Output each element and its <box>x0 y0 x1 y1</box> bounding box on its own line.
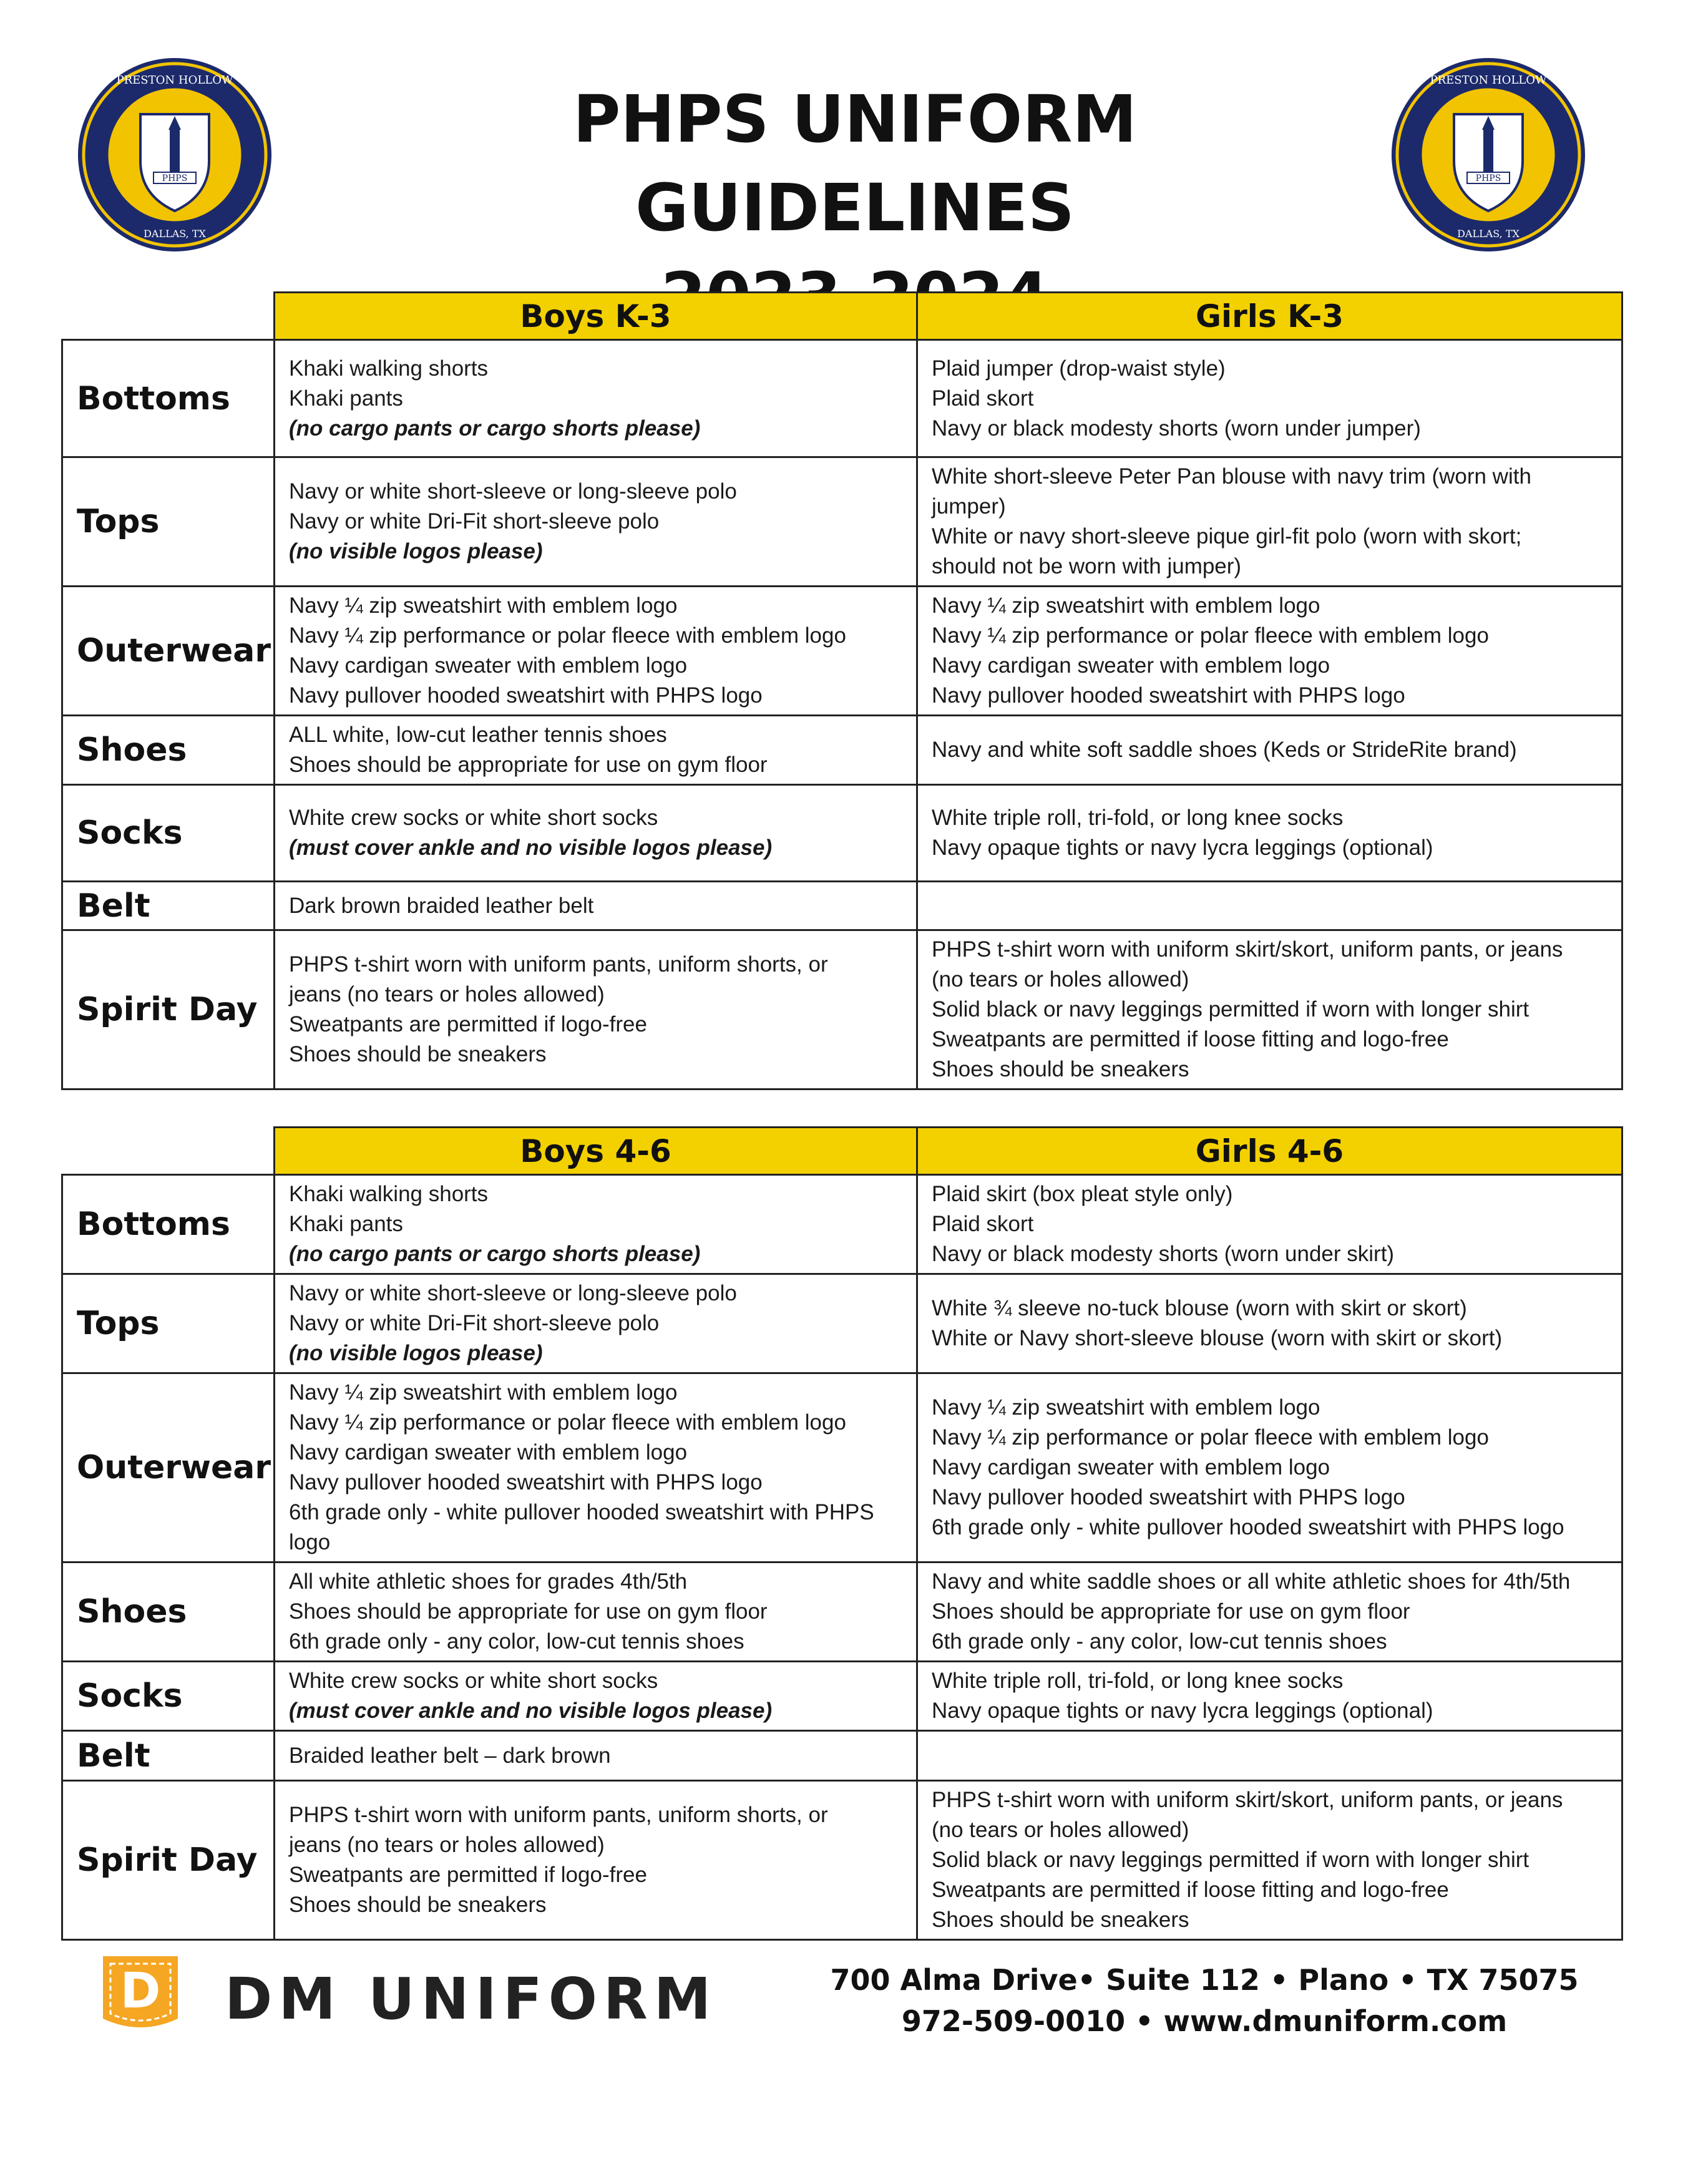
table-row <box>62 1662 1622 1731</box>
cell-line: Navy ¼ zip performance or polar fleece with emblem logo <box>289 623 846 648</box>
row-label: Socks <box>62 785 275 882</box>
boys-cell <box>275 457 917 587</box>
cell-line: (no tears or holes allowed) <box>932 967 1189 992</box>
table-row <box>62 587 1622 716</box>
boys-cell <box>275 1731 917 1781</box>
row-label: Belt <box>62 882 275 930</box>
cell-line: (no visible logos please) <box>289 539 543 563</box>
boys-cell <box>275 1781 917 1940</box>
cell-line: Navy pullover hooded sweatshirt with PHPS logo <box>932 683 1405 708</box>
cell-line: PHPS t-shirt worn with uniform skirt/skort, uniform pants, or jeans <box>932 1788 1563 1812</box>
boys-cell <box>275 882 917 930</box>
address-line-1: 700 Alma Drive• Suite 112 • Plano • TX 75075 <box>830 1963 1579 1997</box>
girls-cell <box>917 882 1622 930</box>
cell-line: Khaki pants <box>289 386 403 411</box>
cell-line: Navy ¼ zip sweatshirt with emblem logo <box>932 1395 1320 1420</box>
cell-line: (no cargo pants or cargo shorts please) <box>289 1242 701 1266</box>
cell-line: Navy ¼ zip performance or polar fleece with emblem logo <box>932 623 1489 648</box>
girls-cell <box>917 930 1622 1090</box>
cell-line: Shoes should be appropriate for use on gym floor <box>289 1599 768 1624</box>
cell-line: All white athletic shoes for grades 4th/5th <box>289 1569 688 1594</box>
cell-line: 6th grade only - any color, low-cut tennis shoes <box>289 1629 744 1654</box>
cell-line: PHPS t-shirt worn with uniform pants, uniform shorts, or <box>289 952 828 977</box>
cell-line: logo <box>289 1530 331 1554</box>
cell-line: White ¾ sleeve no-tuck blouse (worn with skirt or skort) <box>932 1296 1467 1320</box>
cell-line: White or Navy short-sleeve blouse (worn with skirt or skort) <box>932 1326 1503 1350</box>
row-label: Shoes <box>62 1562 275 1662</box>
uniform-table-k3 <box>61 291 1623 1090</box>
cell-line: ALL white, low-cut leather tennis shoes <box>289 723 667 747</box>
cell-line: Solid black or navy leggings permitted if worn with longer shirt <box>932 1848 1529 1872</box>
cell-line: White crew socks or white short socks <box>289 1669 658 1693</box>
title-line-1: PHPS UNIFORM GUIDELINES <box>573 81 1137 246</box>
col-header-girls: Girls K-3 <box>917 293 1622 340</box>
cell-line: White triple roll, tri-fold, or long knee socks <box>932 806 1344 830</box>
boys-cell <box>275 1562 917 1662</box>
girls-cell <box>917 1562 1622 1662</box>
cell-line: Navy pullover hooded sweatshirt with PHPS logo <box>289 683 763 708</box>
cell-line: Navy cardigan sweater with emblem logo <box>932 1455 1330 1480</box>
cell-line: Shoes should be sneakers <box>932 1908 1189 1932</box>
boys-cell <box>275 1274 917 1373</box>
girls-cell <box>917 457 1622 587</box>
row-label: Spirit Day <box>62 1781 275 1940</box>
table-row <box>62 1731 1622 1781</box>
cell-line: Plaid skort <box>932 386 1034 411</box>
cell-line: Sweatpants are permitted if logo-free <box>289 1863 647 1887</box>
table-row <box>62 882 1622 930</box>
boys-cell <box>275 930 917 1090</box>
boys-cell <box>275 340 917 457</box>
table-row <box>62 1274 1622 1373</box>
cell-line: Dark brown braided leather belt <box>289 893 594 918</box>
girls-cell <box>917 1781 1622 1940</box>
school-seal-logo <box>75 55 275 255</box>
school-seal-logo <box>1388 55 1588 255</box>
cell-line: Navy cardigan sweater with emblem logo <box>289 1440 688 1465</box>
row-label: Outerwear <box>62 587 275 716</box>
brand-name: DM UNIFORM <box>225 1966 718 2032</box>
cell-line: Shoes should be appropriate for use on gym floor <box>289 753 768 777</box>
table-row <box>62 457 1622 587</box>
cell-line: Navy cardigan sweater with emblem logo <box>289 653 688 678</box>
address-line-2: 972-509-0010 • www.dmuniform.com <box>901 2004 1508 2038</box>
boys-cell <box>275 1175 917 1274</box>
cell-line: Solid black or navy leggings permitted if worn with longer shirt <box>932 997 1529 1021</box>
col-header-boys: Boys 4-6 <box>275 1128 917 1175</box>
cell-line: Sweatpants are permitted if loose fitting and logo-free <box>932 1878 1449 1902</box>
cell-line: White short-sleeve Peter Pan blouse with navy trim (worn with <box>932 464 1531 489</box>
row-label: Tops <box>62 1274 275 1373</box>
row-label: Shoes <box>62 716 275 785</box>
table-row <box>62 785 1622 882</box>
cell-line: PHPS t-shirt worn with uniform pants, uniform shorts, or <box>289 1803 828 1827</box>
cell-line: Khaki pants <box>289 1212 403 1236</box>
cell-line: Navy or black modesty shorts (worn under skirt) <box>932 1242 1395 1266</box>
col-header-girls: Girls 4-6 <box>917 1128 1622 1175</box>
table-row <box>62 930 1622 1090</box>
cell-line: Navy opaque tights or navy lycra leggings (optional) <box>932 836 1433 860</box>
cell-line: Navy opaque tights or navy lycra leggings (optional) <box>932 1699 1433 1723</box>
table-body <box>62 340 1622 1090</box>
cell-line: Navy or white Dri-Fit short-sleeve polo <box>289 1311 660 1335</box>
svg-text:PHPS: PHPS <box>1475 173 1501 183</box>
cell-line: 6th grade only - white pullover hooded sweatshirt with PHPS <box>289 1500 874 1524</box>
corner-blank <box>62 293 275 340</box>
boys-cell <box>275 1373 917 1562</box>
row-label: Outerwear <box>62 1373 275 1562</box>
cell-line: Navy ¼ zip sweatshirt with emblem logo <box>932 593 1320 618</box>
boys-cell <box>275 587 917 716</box>
boys-cell <box>275 716 917 785</box>
cell-line: (no tears or holes allowed) <box>932 1818 1189 1842</box>
table-row <box>62 1562 1622 1662</box>
cell-line: Plaid skirt (box pleat style only) <box>932 1182 1233 1206</box>
boys-cell <box>275 1662 917 1731</box>
cell-line: PHPS t-shirt worn with uniform skirt/skort, uniform pants, or jeans <box>932 937 1563 962</box>
col-header-boys: Boys K-3 <box>275 293 917 340</box>
svg-text:DALLAS, TX: DALLAS, TX <box>144 228 206 240</box>
girls-cell <box>917 587 1622 716</box>
cell-line: (no visible logos please) <box>289 1341 543 1365</box>
cell-line: Navy ¼ zip performance or polar fleece with emblem logo <box>289 1410 846 1435</box>
girls-cell <box>917 1373 1622 1562</box>
girls-cell <box>917 716 1622 785</box>
girls-cell <box>917 1274 1622 1373</box>
cell-line: Navy or white short-sleeve or long-sleeve polo <box>289 1281 737 1305</box>
girls-cell <box>917 1175 1622 1274</box>
svg-text:PRESTON HOLLOW: PRESTON HOLLOW <box>116 74 233 87</box>
uniform-table-4-6 <box>61 1126 1623 1941</box>
cell-line: 6th grade only - any color, low-cut tennis shoes <box>932 1629 1387 1654</box>
table-body <box>62 1175 1622 1940</box>
cell-line: White or navy short-sleeve pique girl-fit polo (worn with skort; <box>932 524 1522 548</box>
boys-cell <box>275 785 917 882</box>
cell-line: 6th grade only - white pullover hooded sweatshirt with PHPS logo <box>932 1515 1564 1539</box>
row-label: Socks <box>62 1662 275 1731</box>
row-label: Spirit Day <box>62 930 275 1090</box>
cell-line: Shoes should be sneakers <box>932 1057 1189 1081</box>
cell-line: White crew socks or white short socks <box>289 806 658 830</box>
cell-line: jumper) <box>932 494 1006 519</box>
row-label: Tops <box>62 457 275 587</box>
cell-line: Navy or white Dri-Fit short-sleeve polo <box>289 509 660 534</box>
cell-line: Plaid jumper (drop-waist style) <box>932 356 1226 381</box>
cell-line: Navy and white saddle shoes or all white athletic shoes for 4th/5th <box>932 1569 1571 1594</box>
cell-line: Plaid skort <box>932 1212 1034 1236</box>
cell-line: Shoes should be sneakers <box>289 1893 547 1917</box>
svg-text:PRESTON HOLLOW: PRESTON HOLLOW <box>1430 74 1547 87</box>
svg-text:DALLAS, TX: DALLAS, TX <box>1457 228 1520 240</box>
cell-line: Khaki walking shorts <box>289 356 489 381</box>
svg-text:PHPS: PHPS <box>162 173 188 183</box>
table-row <box>62 1373 1622 1562</box>
cell-line: Sweatpants are permitted if loose fitting and logo-free <box>932 1027 1449 1051</box>
cell-line: Navy pullover hooded sweatshirt with PHPS logo <box>289 1470 763 1494</box>
table-row <box>62 340 1622 457</box>
table-row <box>62 716 1622 785</box>
cell-line: Navy ¼ zip sweatshirt with emblem logo <box>289 593 678 618</box>
row-label: Bottoms <box>62 340 275 457</box>
svg-text:D: D <box>120 1963 161 2019</box>
cell-line: Navy pullover hooded sweatshirt with PHPS logo <box>932 1485 1405 1509</box>
cell-line: jeans (no tears or holes allowed) <box>289 1833 605 1857</box>
cell-line: (must cover ankle and no visible logos please) <box>289 1699 773 1723</box>
cell-line: Braided leather belt – dark brown <box>289 1743 611 1768</box>
cell-line: jeans (no tears or holes allowed) <box>289 982 605 1007</box>
cell-line: should not be worn with jumper) <box>932 554 1242 578</box>
cell-line: White triple roll, tri-fold, or long knee socks <box>932 1669 1344 1693</box>
cell-line: Navy ¼ zip sweatshirt with emblem logo <box>289 1380 678 1405</box>
girls-cell <box>917 785 1622 882</box>
row-label: Bottoms <box>62 1175 275 1274</box>
cell-line: Navy or black modesty shorts (worn under jumper) <box>932 416 1421 441</box>
girls-cell <box>917 1731 1622 1781</box>
contact-address <box>811 1959 1598 2042</box>
cell-line: Sweatpants are permitted if logo-free <box>289 1012 647 1036</box>
row-label: Belt <box>62 1731 275 1781</box>
table-row <box>62 1781 1622 1940</box>
corner-blank <box>62 1128 275 1175</box>
cell-line: Shoes should be appropriate for use on gym floor <box>932 1599 1410 1624</box>
girls-cell <box>917 340 1622 457</box>
girls-cell <box>917 1662 1622 1731</box>
cell-line: Shoes should be sneakers <box>289 1042 547 1066</box>
cell-line: Navy cardigan sweater with emblem logo <box>932 653 1330 678</box>
table-row <box>62 1175 1622 1274</box>
cell-line: Navy ¼ zip performance or polar fleece with emblem logo <box>932 1425 1489 1450</box>
cell-line: (no cargo pants or cargo shorts please) <box>289 416 701 441</box>
cell-line: Navy and white soft saddle shoes (Keds or StrideRite brand) <box>932 738 1517 762</box>
cell-line: Khaki walking shorts <box>289 1182 489 1206</box>
cell-line: Navy or white short-sleeve or long-sleeve polo <box>289 479 737 504</box>
cell-line: (must cover ankle and no visible logos please) <box>289 836 773 860</box>
